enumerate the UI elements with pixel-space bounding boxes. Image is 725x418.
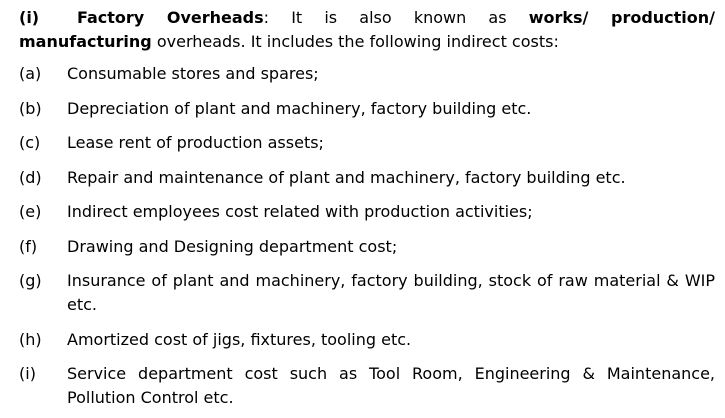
list-item-label: (d) [19, 167, 42, 187]
list-item-label: (f) [19, 236, 38, 256]
list-item-text: Consumable stores and spares; [67, 64, 319, 83]
section-colon: : [263, 8, 270, 27]
list-item [19, 200, 715, 224]
list-item-label: (c) [19, 133, 41, 152]
list-item [19, 166, 715, 190]
section-intro-part-2: overheads. It includes the following indirect costs: [151, 32, 559, 51]
section-number: (i) [19, 8, 40, 27]
list-item-text: Indirect employees cost related with production activities; [67, 202, 533, 221]
section-aka-term: works/ production/ manufacturing [19, 8, 716, 51]
list-item-text: Amortized cost of jigs, fixtures, tooling etc. [67, 329, 412, 349]
list-item-label: (e) [19, 202, 42, 221]
section-intro-part-1: It is also known as [269, 8, 529, 27]
list-item-text: Insurance of plant and machinery, factory building, stock of raw material & WIP etc. [67, 271, 715, 314]
list-item [19, 97, 715, 121]
list-item-label: (i) [19, 364, 36, 383]
list-item [19, 362, 715, 410]
section-title: Factory Overheads [77, 8, 264, 27]
list-item-text: Lease rent of production assets; [67, 133, 324, 152]
list-item-text: Depreciation of plant and machinery, factory building etc. [67, 98, 532, 118]
list-item-label: (a) [19, 64, 42, 83]
list-item-text: Drawing and Designing department cost; [67, 236, 398, 256]
list-item-label: (b) [19, 98, 42, 118]
list-item-label: (h) [19, 329, 42, 349]
list-item-label: (g) [19, 271, 42, 290]
list-item [19, 328, 715, 352]
list-item [19, 62, 715, 86]
indirect-costs-list [19, 62, 715, 410]
list-item-text: Repair and maintenance of plant and machinery, factory building etc. [67, 167, 626, 187]
list-item [19, 131, 715, 155]
list-item-text: Service department cost such as Tool Room, Engineering & Maintenance, Pollution Control etc. [67, 364, 715, 407]
section-heading-paragraph [19, 6, 715, 54]
list-item [19, 235, 715, 259]
list-item [19, 269, 715, 317]
